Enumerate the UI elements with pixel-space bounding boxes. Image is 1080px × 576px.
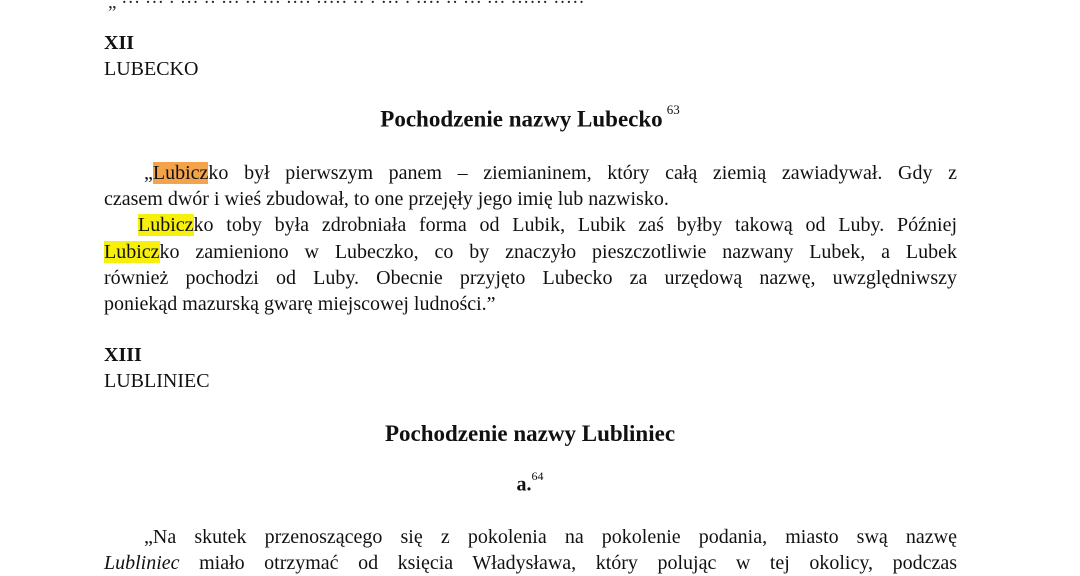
paragraph-line: „Na skutek przenoszącego się z pokolenia na pokolenie podania, miasto swą nazwę: [144, 526, 957, 548]
highlighted-word-orange[interactable]: Lubicz: [152, 162, 209, 184]
subsection-label: [0, 469, 1060, 497]
cut-off-text-line: „ ··· ··· · ··· ·· ··· ·· ··· ···· ····· ·· · ··· · ···· ·· ··· ··· ······ ·····: [108, 0, 585, 13]
footnote-ref-63[interactable]: 63: [666, 102, 680, 117]
section-number-xii: XII: [104, 32, 135, 54]
footnote-ref-64[interactable]: 64: [531, 469, 544, 483]
paragraph-line: [104, 550, 957, 576]
paragraph-line: również pochodzi od Luby. Obecnie przyjęto Lubecko za urzędową nazwę, uwzględniwszy: [104, 267, 957, 289]
highlighted-word-yellow[interactable]: Lubicz: [104, 241, 160, 263]
section-number-xiii: XIII: [104, 344, 142, 366]
paragraph-line: [104, 239, 957, 265]
section-name-lubecko: LUBECKO: [104, 58, 199, 80]
heading-lubecko-text: Pochodzenie nazwy Lubecko: [380, 106, 663, 132]
paragraph-text: ko toby była zdrobniała forma od Lubik, Lubik zaś byłby takową od Luby. Później: [193, 214, 957, 236]
quote-open: „: [144, 162, 153, 184]
paragraph-text: ko zamieniono w Lubeczko, co by znaczyło pieszczotliwie nazwany Lubek, a Lubek: [159, 241, 957, 263]
paragraph-line: [104, 212, 957, 238]
heading-lubliniec-text: Pochodzenie nazwy Lubliniec: [384, 421, 676, 446]
section-name-lubliniec: LUBLINIEC: [104, 370, 210, 392]
paragraph-text: miało otrzymać od księcia Władysława, który polując w tej okolicy, podczas: [179, 552, 957, 574]
subsection-letter: a.: [516, 473, 532, 496]
heading-lubliniec: [0, 421, 1060, 447]
highlighted-word-yellow[interactable]: Lubicz: [138, 214, 194, 236]
heading-lubecko: [0, 102, 1060, 133]
paragraph-line: czasem dwór i wieś zbudował, to one przejęły jego imię lub nazwisko.: [104, 188, 669, 210]
paragraph-line: poniekąd mazurską gwarę miejscowej ludności.”: [104, 293, 496, 315]
paragraph-line: [104, 160, 957, 186]
paragraph-text: ko był pierwszym panem – ziemianinem, który całą ziemią zawiadywał. Gdy z: [208, 162, 957, 184]
italic-word: Lubliniec: [104, 552, 180, 574]
